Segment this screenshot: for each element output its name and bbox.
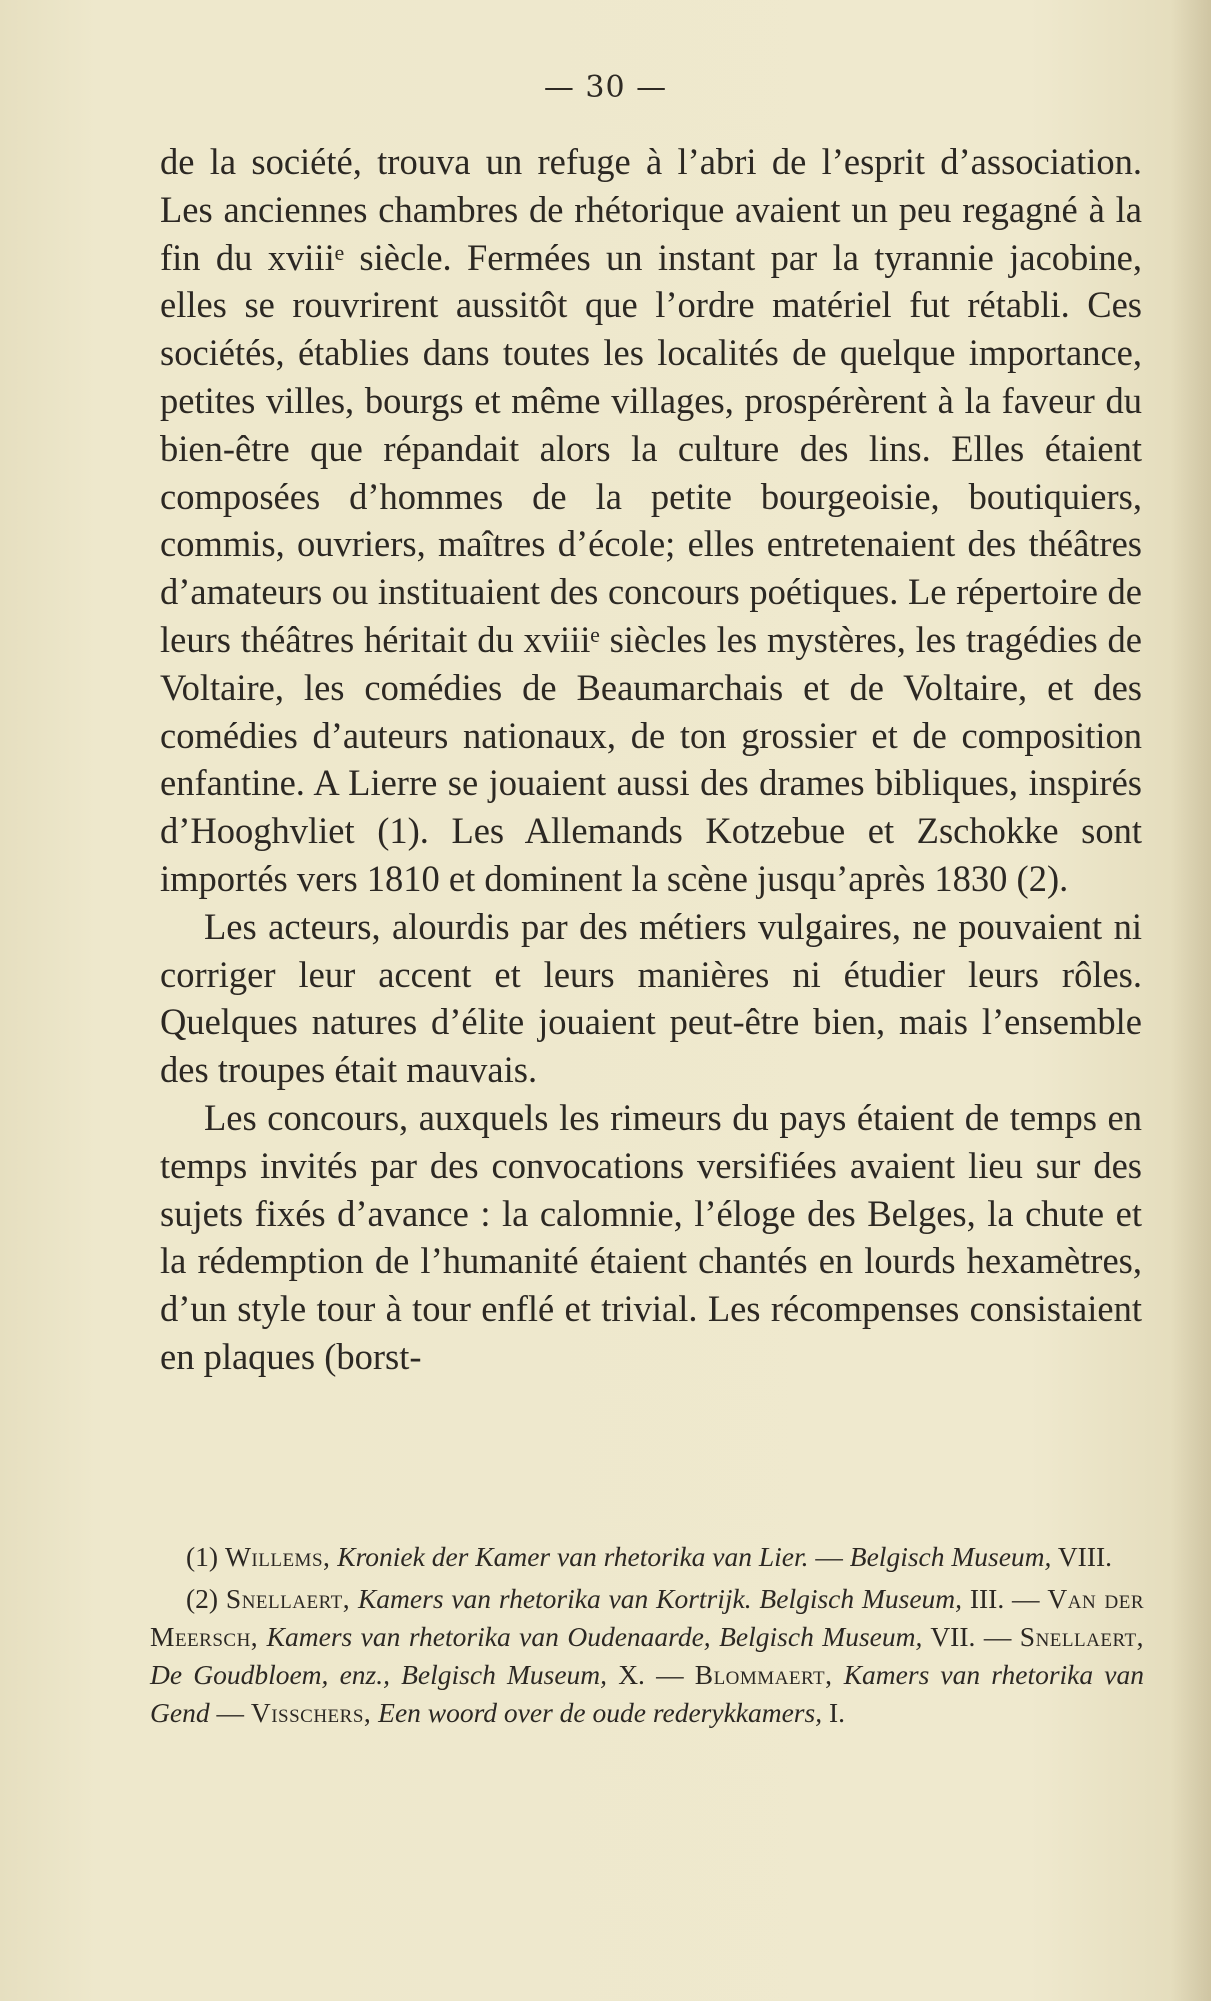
paragraph-2: Les acteurs, alourdis par des métiers vulgaires, ne pouvaient ni corriger leur accent et leurs manières ni étudier leurs rôles. Quelques natures d’élite jouaient peut-être bien, mais l’ensemble des troupes était mauvais. — [160, 905, 1142, 1091]
footnote-2-title-4: Kamers van rhetorika van Gend — [150, 1659, 1144, 1728]
footnote-2-author-5: Visschers, — [250, 1697, 372, 1728]
footnote-2-title-5: Een woord over de oude rederykkamers, — [378, 1697, 823, 1728]
footnote-2-title-3: De Goudbloem, enz., Belgisch Museum, — [150, 1659, 608, 1690]
footnote-1 — [150, 1538, 1144, 1576]
footnote-1-separator: — — [815, 1541, 843, 1572]
footnote-2-volume-4: — — [216, 1697, 244, 1728]
footnote-1-title: Kroniek der Kamer van rhetorika van Lier. — [337, 1541, 809, 1572]
footnote-1-author: Willems, — [224, 1541, 331, 1572]
paragraph-3: Les concours, auxquels les rimeurs du pays étaient de temps en temps invités par des convocations versifiées avaient lieu sur des sujets fixés d’avance : la calomnie, l’éloge des Belges, la chute et la rédemption de l’humanité étaient chantés en lourds hexamètres, d’un style tour à tour enflé et trivial. Les récompenses consistaient en plaques (borst- — [160, 1096, 1142, 1377]
footnote-1-volume: VIII. — [1057, 1541, 1113, 1572]
page-edge-shadow — [1171, 0, 1211, 2001]
paragraph-1: de la société, trouva un refuge à l’abri de l’esprit d’association. Les anciennes chambres de rhétorique avaient un peu regagné à la fin du xviiiᵉ siècle. Fermées un instant par la tyrannie jacobine, elles se rouvrirent aussitôt que l’ordre matériel fut rétabli. Ces sociétés, établies dans toutes les localités de quelque importance, petites villes, bourgs et même villages, prospérèrent à la faveur du bien-être que répandait alors la culture des lins. Elles étaient composées d’hommes de la petite bourgeoisie, boutiquiers, commis, ouvriers, maîtres d’école; elles entretenaient des théâtres d’amateurs ou instituaient des concours poétiques. Le répertoire de leurs théâtres héritait du xviiiᵉ siècles les mystères, les tragédies de Voltaire, les comédies de Beaumarchais et de Voltaire, et des comédies d’auteurs nationaux, de ton grossier et de composition enfantine. A Lierre se jouaient aussi des drames bibliques, inspirés d’Hooghvliet (1). Les Allemands Kotzebue et Zschokke sont importés vers 1810 et dominent la scène jusqu’après 1830 (2). — [160, 141, 1142, 899]
footnote-2-author-4: Blommaert, — [694, 1659, 833, 1690]
footnote-2-author-3: Snellaert, — [1019, 1621, 1144, 1652]
footnotes — [150, 1538, 1144, 1736]
footnote-2-author-2: Van der Meersch, — [150, 1583, 1145, 1652]
footnote-2-volume-5: I. — [828, 1697, 845, 1728]
footnote-2-volume-1: III. — — [969, 1583, 1040, 1614]
footnote-2 — [150, 1580, 1144, 1732]
footnote-1-marker: (1) — [186, 1541, 219, 1572]
footnote-2-volume-2: VII. — — [930, 1621, 1012, 1652]
footnote-2-title-1: Kamers van rhetorika van Kortrijk. Belgisch Museum, — [357, 1583, 963, 1614]
page-number: — 30 — — [543, 70, 668, 105]
footnote-2-marker: (2) — [186, 1583, 219, 1614]
footnote-2-author-1: Snellaert, — [225, 1583, 351, 1614]
footnote-2-volume-3: X. — — [618, 1659, 684, 1690]
footnote-2-title-2: Kamers van rhetorika van Oudenaarde, Belgisch Museum, — [266, 1621, 923, 1652]
footnote-1-journal: Belgisch Museum, — [849, 1541, 1052, 1572]
main-text — [160, 138, 1142, 1381]
